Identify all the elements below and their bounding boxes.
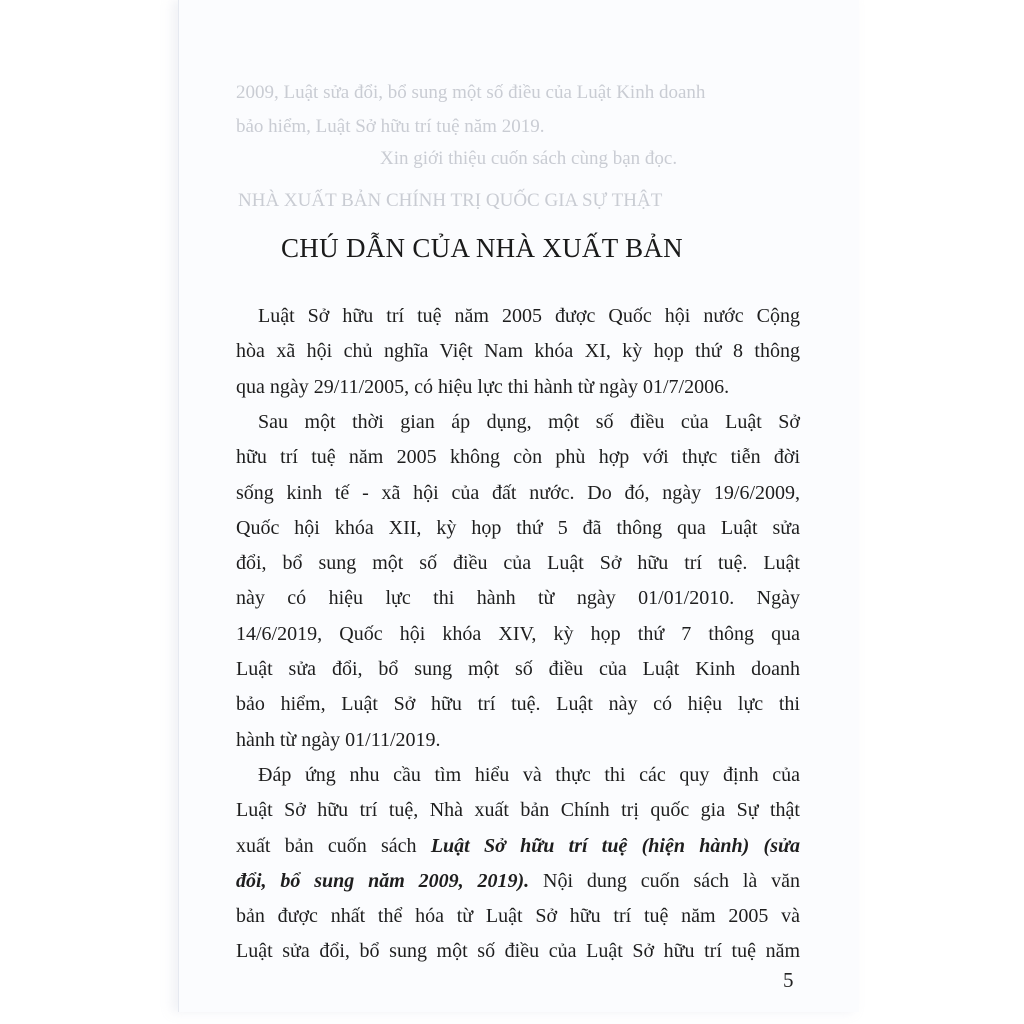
text-segment: hành từ ngày 01/11/2019. (236, 728, 441, 751)
text-line (258, 409, 800, 435)
text-line (236, 691, 800, 717)
text-line (236, 797, 800, 823)
book-title-text: Luật Sở hữu trí tuệ (hiện hành) (sửa (430, 834, 800, 857)
text-line (236, 727, 800, 753)
text-segment: Luật sửa đổi, bổ sung một số điều của Luật Sở hữu trí tuệ năm (236, 940, 800, 963)
text-segment: Luật Sở hữu trí tuệ, Nhà xuất bản Chính trị quốc gia Sự thật (236, 799, 800, 822)
text-line (236, 515, 800, 541)
text-segment: hữu trí tuệ năm 2005 không còn phù hợp với thực tiễn đời (236, 446, 800, 469)
text-segment: 14/6/2019, Quốc hội khóa XIV, kỳ họp thứ 7 thông qua (236, 622, 800, 645)
text-line (258, 303, 800, 329)
text-segment: Sau một thời gian áp dụng, một số điều của Luật Sở (258, 410, 800, 433)
text-segment: xuất bản cuốn sách (236, 834, 431, 857)
text-line (236, 868, 800, 894)
text-line (236, 480, 800, 506)
text-segment: Luật Sở hữu trí tuệ năm 2005 được Quốc hội nước Cộng (258, 305, 800, 327)
text-segment: Đáp ứng nhu cầu tìm hiểu và thực thi các quy định của (258, 763, 800, 786)
text-line (236, 833, 800, 859)
bleed-through-text: 2009, Luật sửa đổi, bổ sung một số điều của Luật Kinh doanh (236, 82, 706, 103)
text-segment: này có hiệu lực thi hành từ ngày 01/01/2010. Ngày (236, 587, 800, 610)
text-line (236, 903, 800, 929)
bleed-through-text: bảo hiểm, Luật Sở hữu trí tuệ năm 2019. (236, 116, 545, 137)
text-line (236, 621, 800, 647)
text-segment: đổi, bổ sung một số điều của Luật Sở hữu trí tuệ. Luật (236, 552, 800, 575)
page-heading: CHÚ DẪN CỦA NHÀ XUẤT BẢN (281, 233, 683, 263)
text-line (236, 585, 800, 611)
text-segment: bản được nhất thể hóa từ Luật Sở hữu trí tuệ năm 2005 và (236, 905, 800, 928)
bleed-through-text: NHÀ XUẤT BẢN CHÍNH TRỊ QUỐC GIA SỰ THẬT (238, 190, 663, 211)
book-title-text: đổi, bổ sung năm 2009, 2019). (236, 869, 530, 892)
text-segment: qua ngày 29/11/2005, có hiệu lực thi hành từ ngày 01/7/2006. (236, 375, 730, 398)
text-line (258, 762, 800, 788)
text-segment: Quốc hội khóa XII, kỳ họp thứ 5 đã thông qua Luật sửa (236, 516, 800, 539)
text-line (236, 374, 800, 400)
bleed-through-text: Xin giới thiệu cuốn sách cùng bạn đọc. (380, 148, 678, 169)
text-line (236, 938, 800, 964)
text-line (236, 444, 800, 470)
text-line (236, 656, 800, 682)
text-segment: hòa xã hội chủ nghĩa Việt Nam khóa XI, kỳ họp thứ 8 thông (236, 340, 800, 363)
text-line (236, 338, 800, 364)
text-segment: Luật sửa đổi, bổ sung một số điều của Luật Kinh doanh (236, 658, 800, 680)
page-number: 5 (783, 968, 794, 992)
text-segment: sống kinh tế - xã hội của đất nước. Do đó, ngày 19/6/2009, (236, 481, 800, 504)
text-segment: bảo hiểm, Luật Sở hữu trí tuệ. Luật này có hiệu lực thi (236, 693, 800, 716)
text-line (236, 550, 800, 576)
text-segment: Nội dung cuốn sách là văn (529, 869, 800, 892)
